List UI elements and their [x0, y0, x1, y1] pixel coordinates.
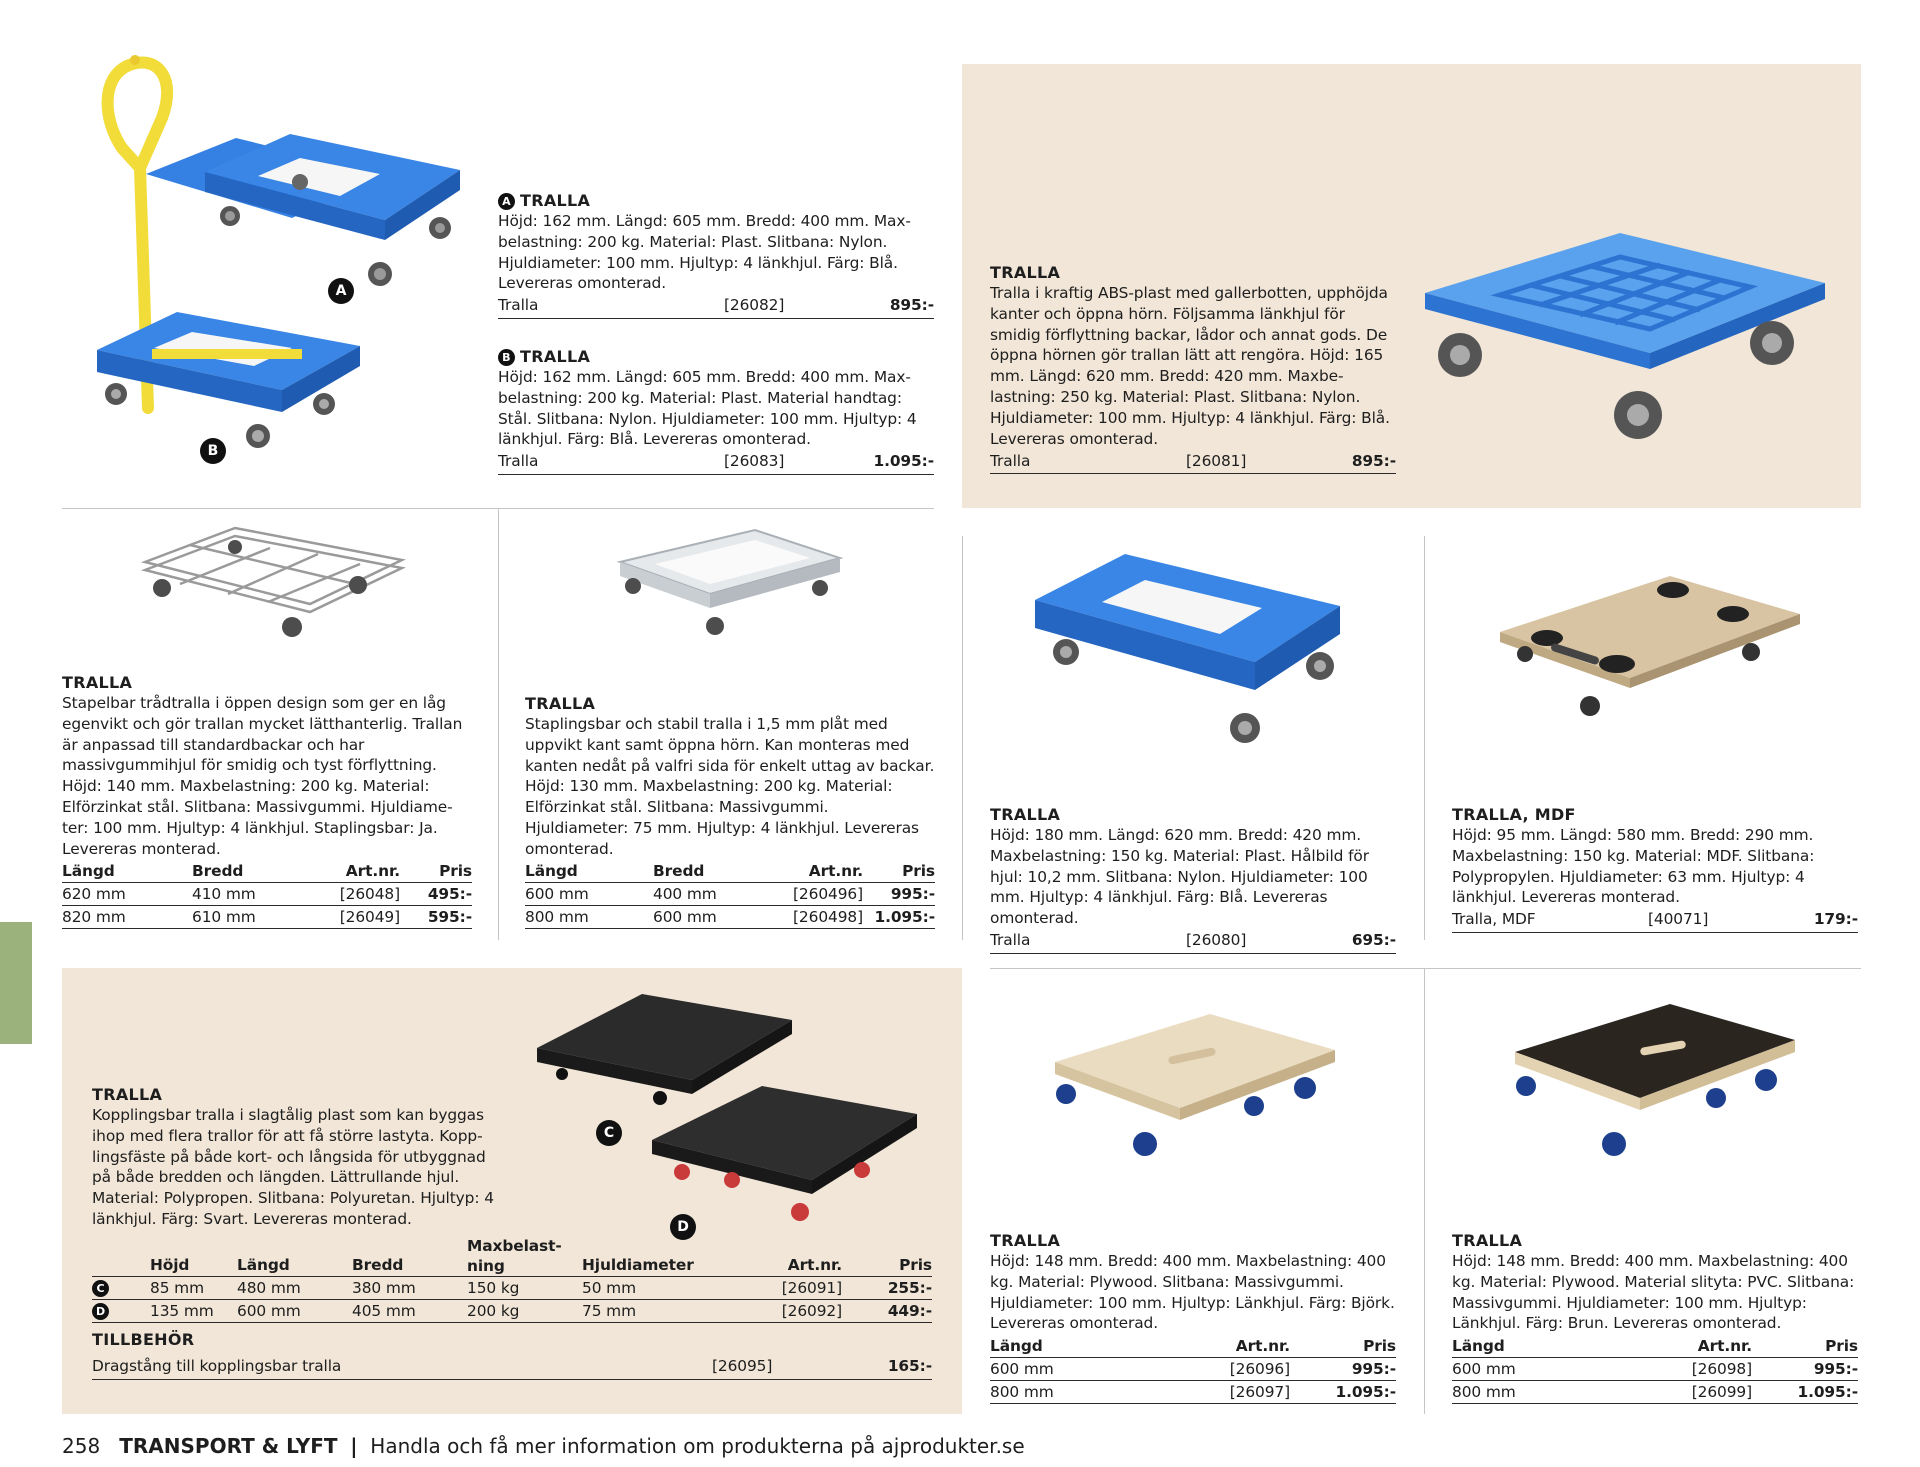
wire-tralla-image — [140, 522, 410, 642]
product-b — [498, 346, 934, 475]
mdf-tralla-image — [1495, 570, 1805, 720]
product-a-desc: Höjd: 162 mm. Längd: 605 mm. Bredd: 400 mm. Maxbelastning: 200 kg. Material: Plast. Slitbana: Nylon. Hjuldiameter: 100 mm. Hjultyp: 4 länkhjul. Färg: Blå. Levereras omonterad. — [498, 212, 911, 293]
product-brown — [1452, 1230, 1858, 1404]
badge-c-inline: C — [92, 1280, 109, 1297]
product-coupling-title: TRALLA — [92, 1085, 163, 1104]
product-mdf-title: TRALLA, MDF — [1452, 805, 1576, 824]
product-a-title: A TRALLA — [498, 190, 934, 211]
badge-b-inline: B — [498, 349, 515, 366]
product-abs-title: TRALLA — [990, 263, 1061, 282]
product-abs-price-row: Tralla [26081] 895:- — [990, 449, 1396, 474]
product-birch — [990, 1230, 1396, 1404]
product-plate — [525, 693, 935, 929]
product-mdf-price-row: Tralla, MDF [40071] 179:- — [1452, 908, 1858, 933]
product-coupling-table: Höjd Längd Bredd Maxbelastning Hjuldiameter Art.nr. Pris C 85 mm 480 mm 380 mm 150 kg 50 mm [26091] 255:- D 135 mm 600 mm 405 mm 200 kg 75 mm [26092] 449:- — [92, 1236, 932, 1323]
accessory-row: Dragstång till kopplingsbar tralla [26095] 165:- — [92, 1350, 932, 1380]
product-a — [498, 190, 934, 319]
product-b-price-row: Tralla [26083] 1.095:- — [498, 450, 934, 475]
divider — [498, 508, 499, 940]
footer-link[interactable]: Handla och få mer information om produkterna på ajprodukter.se — [370, 1434, 1025, 1458]
product-wire-table: Längd Bredd Art.nr. Pris 620 mm 410 mm [26048] 495:- 820 mm 610 mm [26049] 595:- — [62, 859, 472, 929]
page-number: 258 — [62, 1434, 101, 1458]
product-plate-desc: Staplingsbar och stabil tralla i 1,5 mm plåt med uppvikt kant samt öppna hörn. Kan monteras med kanten nedåt på valfri sida för enkelt uttag av backar. Höjd: 130 mm. Maxbelastning: 200 kg. Material: Elförzinkat stål. Slitbana: Massivgummi. Hjuldiameter: 75 mm. Hjultyp: 4 länkhjul. Levereras omonterad. — [525, 715, 935, 858]
footer-separator: | — [350, 1434, 358, 1458]
product-plate-title: TRALLA — [525, 694, 596, 713]
divider — [962, 536, 963, 940]
badge-a: A — [328, 278, 354, 304]
table-row: 800 mm [26099] 1.095:- — [1452, 1380, 1858, 1403]
badge-b: B — [200, 438, 226, 464]
product-blue-desc: Höjd: 180 mm. Längd: 620 mm. Bredd: 420 mm. Maxbelastning: 150 kg. Material: Plast. Hålbild för hjul: 10,2 mm. Slitbana: Nylon. Hjuldiameter: 100 mm. Hjultyp: 4 länkhjul. Färg: Blå. Levereras omonterad. — [990, 826, 1369, 928]
product-birch-table: Längd Art.nr. Pris 600 mm [26096] 995:- 800 mm [26097] 1.095:- — [990, 1334, 1396, 1404]
table-row: 600 mm [26096] 995:- — [990, 1357, 1396, 1380]
divider — [990, 968, 1861, 969]
product-a-price-row: Tralla [26082] 895:- — [498, 294, 934, 319]
table-row: 800 mm 600 mm [260498] 1.095:- — [525, 906, 935, 929]
product-plate-table: Längd Bredd Art.nr. Pris 600 mm 400 mm [260496] 995:- 800 mm 600 mm [260498] 1.095:- — [525, 860, 935, 930]
table-row: 800 mm [26097] 1.095:- — [990, 1380, 1396, 1403]
tralla-a-image — [200, 130, 470, 300]
accessory-heading: TILLBEHÖR — [92, 1330, 195, 1349]
product-b-title: B TRALLA — [498, 346, 934, 367]
product-coupling-table-wrap — [92, 1236, 932, 1380]
product-coupling — [92, 1084, 504, 1230]
birch-tralla-image — [1050, 1010, 1340, 1170]
product-mdf — [1452, 804, 1858, 933]
product-wire — [62, 672, 472, 929]
section-name: TRANSPORT & LYFT — [119, 1434, 338, 1458]
table-row: 600 mm 400 mm [260496] 995:- — [525, 883, 935, 906]
product-abs-desc: Tralla i kraftig ABS-plast med gallerbotten, upphöjda kanter och öppna hörn. Följsamma länkhjul för smidig förflyttning backar, lådor och annat gods. De öppna hörnen gör trallan lätt att rengöra. Höjd: 165 mm. Längd: 620 mm. Bredd: 420 mm. Maxbelastning: 250 kg. Material: Plast. Slitbana: Nylon. Hjuldiameter: 100 mm. Hjultyp: 4 länkhjul. Färg: Blå. Levereras omonterad. — [990, 284, 1390, 448]
section-tab — [0, 922, 32, 1044]
table-row: D 135 mm 600 mm 405 mm 200 kg 75 mm [26092] 449:- — [92, 1300, 932, 1323]
product-birch-title: TRALLA — [990, 1231, 1061, 1250]
plate-tralla-image — [615, 522, 845, 642]
product-birch-desc: Höjd: 148 mm. Bredd: 400 mm. Maxbelastning: 400 kg. Material: Plywood. Slitbana: Massivgummi. Hjuldiameter: 100 mm. Hjultyp: Länkhjul. Färg: Björk. Levereras omonterad. — [990, 1252, 1395, 1333]
product-wire-title: TRALLA — [62, 673, 133, 692]
product-blue-price-row: Tralla [26080] 695:- — [990, 929, 1396, 954]
blue-tralla-image — [1030, 550, 1350, 750]
table-row: C 85 mm 480 mm 380 mm 150 kg 50 mm [26091] 255:- — [92, 1277, 932, 1300]
badge-d: D — [670, 1214, 696, 1240]
product-wire-desc: Stapelbar trådtralla i öppen design som ger en låg egenvikt och gör trallan mycket lätthanterlig. Trallan är anpassad till standardbackar och har massivgummihjul för smidig och tyst förflyttning. Höjd: 140 mm. Maxbelastning: 200 kg. Material: Elförzinkat stål. Slitbana: Massivgummi. Hjuldiameter: 100 mm. Hjultyp: 4 länkhjul. Staplingsbar: Ja. Levereras monterad. — [62, 694, 463, 858]
table-row: 620 mm 410 mm [26048] 495:- — [62, 882, 472, 905]
divider — [1424, 536, 1425, 940]
divider — [1424, 968, 1425, 1414]
table-row: 820 mm 610 mm [26049] 595:- — [62, 905, 472, 928]
product-brown-title: TRALLA — [1452, 1231, 1523, 1250]
product-abs — [990, 262, 1396, 474]
product-mdf-desc: Höjd: 95 mm. Längd: 580 mm. Bredd: 290 mm. Maxbelastning: 150 kg. Material: MDF. Slitbana: Polypropylen. Hjuldiameter: 63 mm. Hjultyp: 4 länkhjul. Levereras monterad. — [1452, 826, 1815, 907]
badge-a-inline: A — [498, 193, 515, 210]
product-blue — [990, 804, 1396, 954]
product-b-desc: Höjd: 162 mm. Längd: 605 mm. Bredd: 400 mm. Maxbelastning: 200 kg. Material: Plast. Material handtag: Stål. Slitbana: Nylon. Hjuldiameter: 100 mm. Hjultyp: 4 länkhjul. Färg: Blå. Levereras omonterad. — [498, 368, 917, 449]
product-coupling-desc: Kopplingsbar tralla i slagtålig plast som kan byggas ihop med flera trallor för att få större lastyta. Kopplingsfäste på både kort- och långsida för utbyggnad på både bredden och längden. Lättrullande hjul. Material: Polypropen. Slitbana: Polyuretan. Hjultyp: 4 länkhjul. Färg: Svart. Levereras monterad. — [92, 1106, 494, 1228]
abs-tralla-image — [1420, 225, 1840, 445]
badge-d-inline: D — [92, 1303, 109, 1320]
product-blue-title: TRALLA — [990, 805, 1061, 824]
product-brown-table: Längd Art.nr. Pris 600 mm [26098] 995:- 800 mm [26099] 1.095:- — [1452, 1334, 1858, 1404]
tralla-b-cart — [92, 308, 372, 458]
product-brown-desc: Höjd: 148 mm. Bredd: 400 mm. Maxbelastning: 400 kg. Material: Plywood. Material slityta: PVC. Slitbana: Massivgummi. Hjuldiameter: 100 mm. Hjultyp: Länkhjul. Färg: Brun. Levereras omonterad. — [1452, 1252, 1855, 1333]
badge-c: C — [596, 1120, 622, 1146]
coupling-tralla-image — [532, 990, 922, 1230]
table-row: 600 mm [26098] 995:- — [1452, 1357, 1858, 1380]
brown-tralla-image — [1510, 1000, 1800, 1170]
page-footer — [62, 1433, 1025, 1459]
